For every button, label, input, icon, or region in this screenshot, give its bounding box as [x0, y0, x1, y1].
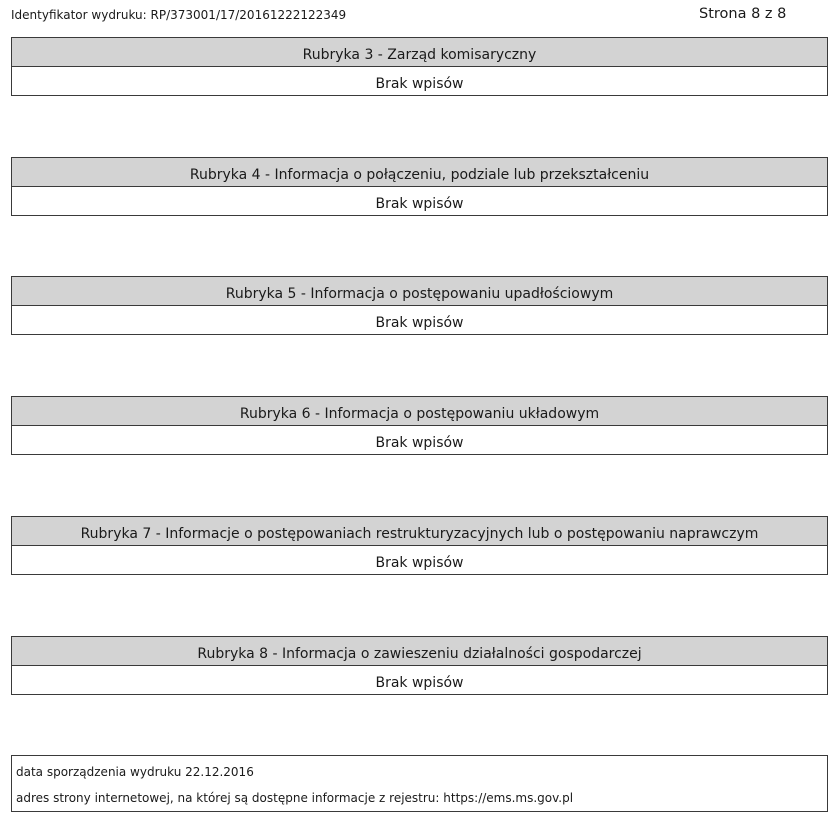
section-title: Rubryka 3 - Zarząd komisaryczny [12, 38, 827, 67]
registry-address: adres strony internetowej, na której są dostępne informacje z rejestru: https://ems.ms.gov.pl [16, 791, 574, 805]
section-body: Brak wpisów [375, 435, 464, 451]
section-rubryka-8 [11, 636, 828, 695]
section-rubryka-5 [11, 276, 828, 335]
page-number: Strona 8 z 8 [699, 6, 787, 22]
section-title: Rubryka 7 - Informacje o postępowaniach restrukturyzacyjnych lub o postępowaniu naprawczym [12, 517, 827, 546]
section-rubryka-3 [11, 37, 828, 96]
section-title: Rubryka 6 - Informacja o postępowaniu układowym [12, 397, 827, 426]
section-rubryka-6 [11, 396, 828, 455]
section-body: Brak wpisów [375, 315, 464, 331]
section-rubryka-7 [11, 516, 828, 575]
section-title: Rubryka 5 - Informacja o postępowaniu upadłościowym [12, 277, 827, 306]
footer-box [11, 755, 828, 812]
section-body: Brak wpisów [375, 76, 464, 92]
section-title: Rubryka 8 - Informacja o zawieszeniu działalności gospodarczej [12, 637, 827, 666]
section-title: Rubryka 4 - Informacja o połączeniu, podziale lub przekształceniu [12, 158, 827, 187]
print-identifier: Identyfikator wydruku: RP/373001/17/20161222122349 [11, 8, 347, 22]
section-body: Brak wpisów [375, 675, 464, 691]
section-body: Brak wpisów [375, 555, 464, 571]
section-body: Brak wpisów [375, 196, 464, 212]
print-date: data sporządzenia wydruku 22.12.2016 [16, 765, 254, 779]
section-rubryka-4 [11, 157, 828, 216]
